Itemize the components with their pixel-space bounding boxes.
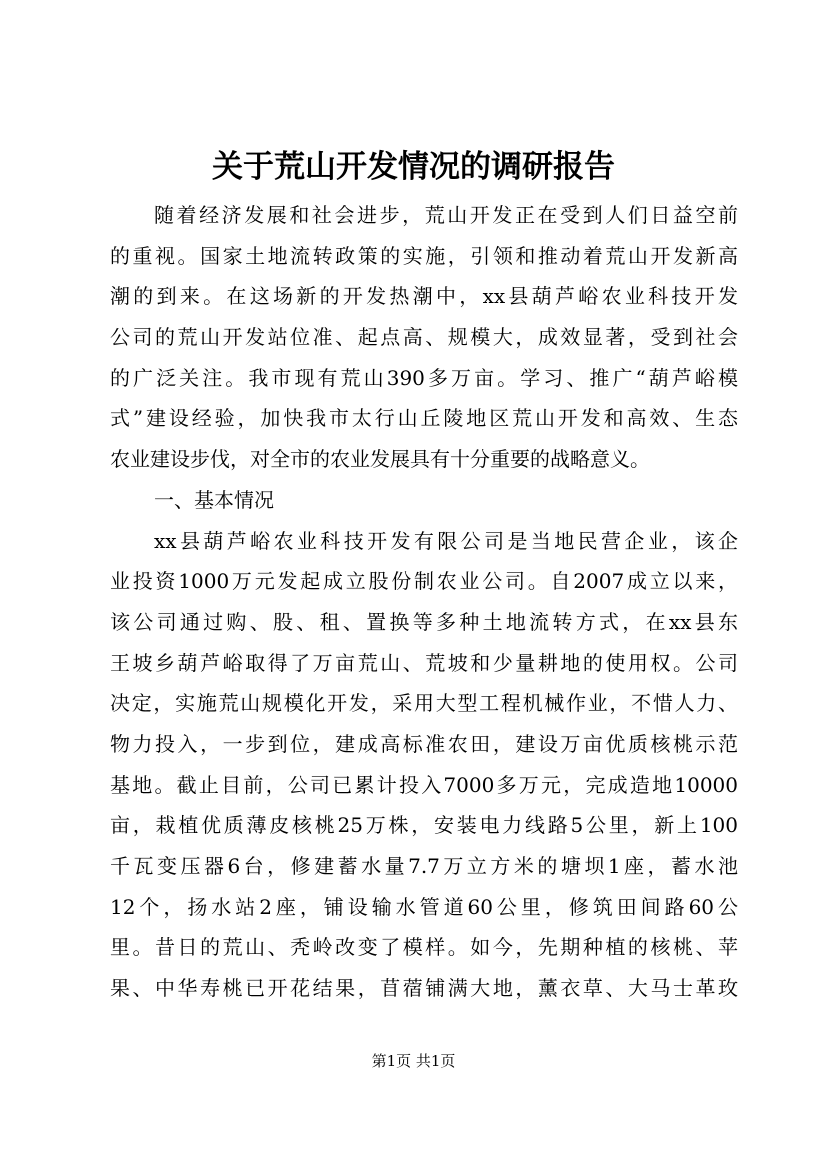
paragraph-line: 12个，扬水站2座，铺设输水管道60公里，修筑田间路60公 [110,894,738,919]
document-body [110,195,738,1009]
document-title: 关于荒山开发情况的调研报告 [212,149,615,185]
paragraph-line: 物力投入，一步到位，建成高标准农田，建设万亩优质核桃示范 [110,731,738,756]
paragraph-line: xx县葫芦峪农业科技开发有限公司是当地民营企业，该企 [154,528,738,553]
paragraph-line: 公司的荒山开发站位准、起点高、规模大，成效显著，受到社会 [110,325,738,350]
paragraph-line: 果、中华寿桃已开花结果，苜蓿铺满大地，薰衣草、大马士革玫 [110,976,738,1001]
paragraph-line: 决定，实施荒山规模化开发，采用大型工程机械作业，不惜人力、 [110,691,738,716]
paragraph-line: 基地。截止目前，公司已累计投入7000多万元，完成造地10000 [110,772,738,797]
page-number: 第1页 共1页 [371,1052,456,1070]
section-heading: 一、基本情况 [154,487,274,512]
paragraph-line: 该公司通过购、股、租、置换等多种土地流转方式，在xx县东 [110,609,738,634]
paragraph-line: 亩，栽植优质薄皮核桃25万株，安装电力线路5公里，新上100 [110,813,738,838]
paragraph-line: 式”建设经验，加快我市太行山丘陵地区荒山开发和高效、生态 [110,406,738,431]
paragraph-line: 里。昔日的荒山、秃岭改变了模样。如今，先期种植的核桃、苹 [110,935,738,960]
paragraph-line: 的广泛关注。我市现有荒山390多万亩。学习、推广“葫芦峪模 [110,365,738,390]
paragraph-line: 农业建设步伐，对全市的农业发展具有十分重要的战略意义。 [110,447,650,472]
paragraph-line: 千瓦变压器6台，修建蓄水量7.7万立方米的塘坝1座，蓄水池 [110,854,738,878]
page-footer [0,1050,827,1072]
paragraph-line: 潮的到来。在这场新的开发热潮中，xx县葫芦峪农业科技开发 [110,284,738,309]
paragraph-line: 王坡乡葫芦峪取得了万亩荒山、荒坡和少量耕地的使用权。公司 [110,650,738,675]
paragraph-line: 随着经济发展和社会进步，荒山开发正在受到人们日益空前 [154,203,738,227]
paragraph-line: 业投资1000万元发起成立股份制农业公司。自2007成立以来， [110,569,738,594]
paragraph-line: 的重视。国家土地流转政策的实施，引领和推动着荒山开发新高 [110,243,738,268]
